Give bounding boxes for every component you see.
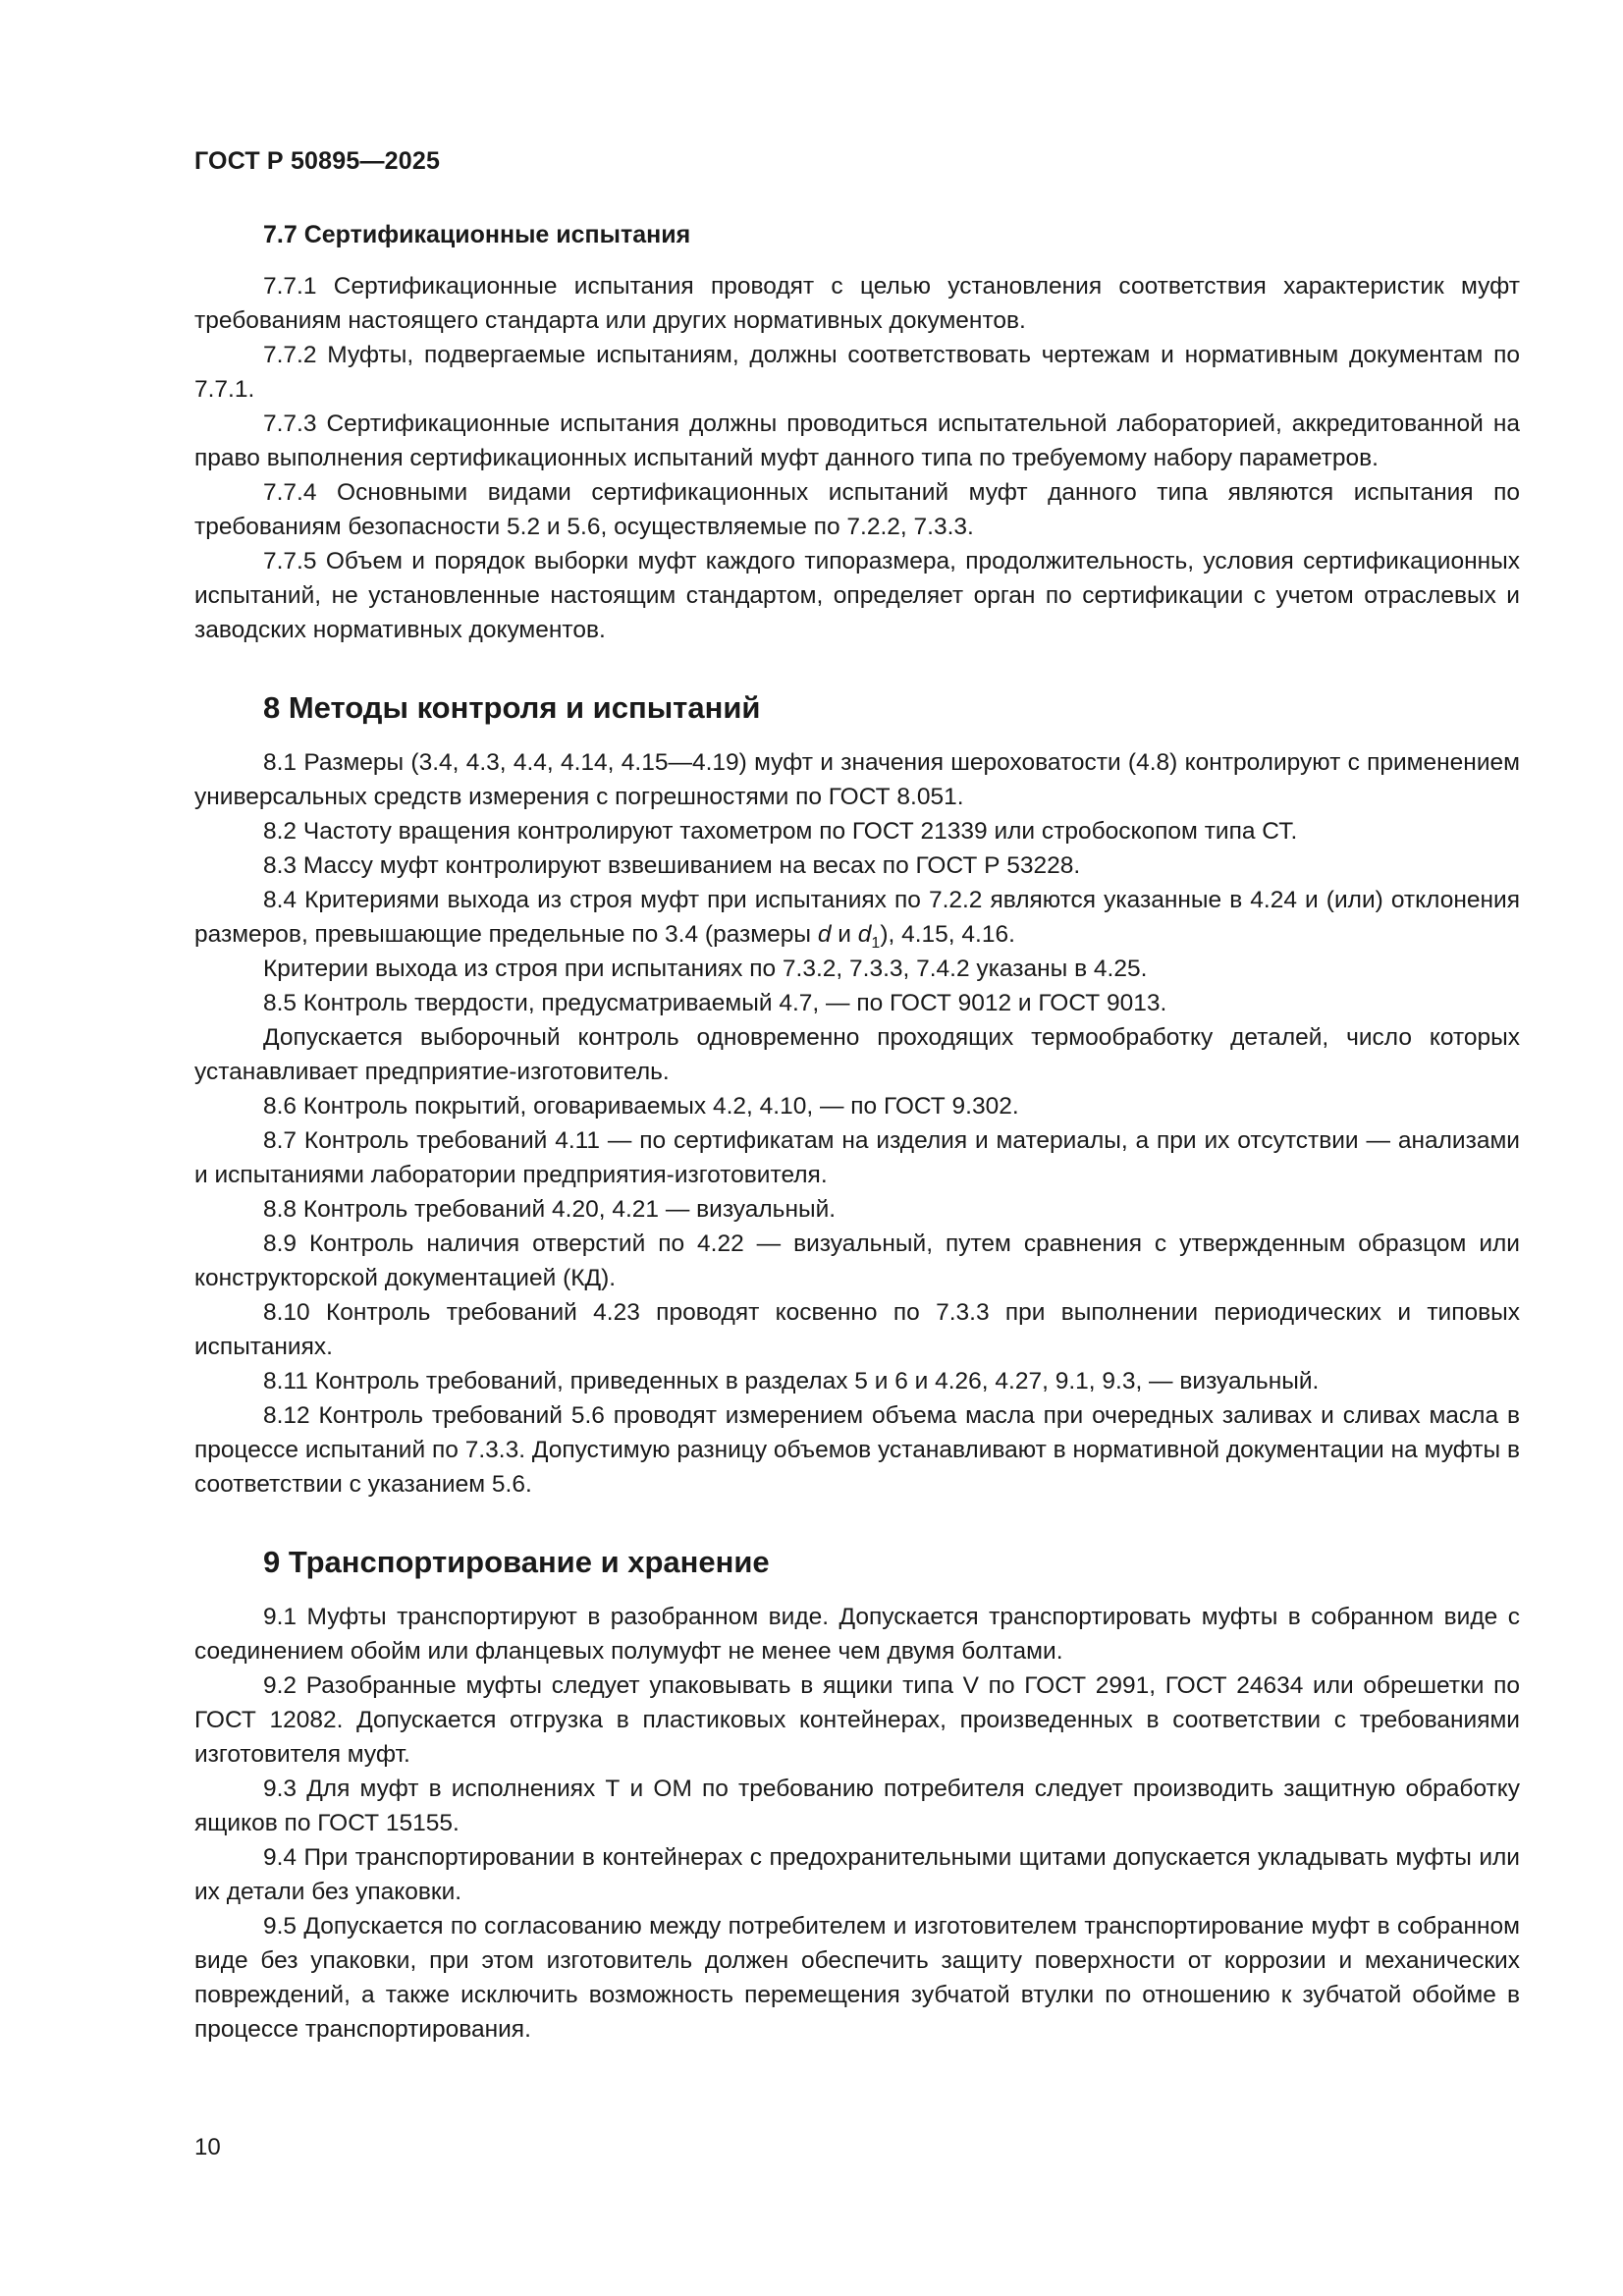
paragraph-8-1: 8.1 Размеры (3.4, 4.3, 4.4, 4.14, 4.15—4.19) муфт и значения шероховатости (4.8) контролируют с применением универсальных средств измерения с погрешностями по ГОСТ 8.051. <box>194 749 1520 810</box>
paragraph-7-7-5: 7.7.5 Объем и порядок выборки муфт каждого типоразмера, продолжительность, условия сертификационных испытаний, не установленные настоящим стандартом, определяет орган по сертификации с учетом отраслевых и заводских нормативных документов. <box>194 548 1520 643</box>
symbol-d1: d <box>857 921 872 948</box>
paragraph-7-7-1: 7.7.1 Сертификационные испытания проводят с целью установления соответствия характеристик муфт требованиям настоящего стандарта или других нормативных документов. <box>194 273 1520 334</box>
page-number: 10 <box>194 2134 221 2160</box>
paragraph-8-4 <box>194 883 1520 952</box>
paragraph-8-12: 8.12 Контроль требований 5.6 проводят измерением объема масла при очередных заливах и сливах масла в процессе испытаний по 7.3.3. Допустимую разницу объемов устанавливают в нормативной документации на муфты в соответствии с указанием 5.6. <box>194 1402 1520 1498</box>
paragraph-8-3: 8.3 Массу муфт контролируют взвешиванием на весах по ГОСТ Р 53228. <box>263 852 1081 879</box>
document-page <box>194 147 1520 2047</box>
paragraph-8-4-and: и <box>831 921 858 948</box>
paragraph-9-4: 9.4 При транспортировании в контейнерах с предохранительными щитами допускается укладывать муфты или их детали без упаковки. <box>194 1844 1520 1905</box>
paragraph-8-6: 8.6 Контроль покрытий, оговариваемых 4.2, 4.10, — по ГОСТ 9.302. <box>263 1093 1019 1120</box>
paragraph-9-5: 9.5 Допускается по согласованию между потребителем и изготовителем транспортирование муфт в собранном виде без упаковки, при этом изготовитель должен обеспечить защиту поверхности от коррозии и механических повреждений, а также исключить возможность перемещения зубчатой втулки по отношению к зубчатой обойме в процессе транспортирования. <box>194 1913 1520 2043</box>
paragraph-8-9: 8.9 Контроль наличия отверстий по 4.22 — визуальный, путем сравнения с утвержденным образцом или конструкторской документацией (КД). <box>194 1230 1520 1291</box>
symbol-d1-subscript: 1 <box>871 934 881 952</box>
paragraph-7-7-4: 7.7.4 Основными видами сертификационных испытаний муфт данного типа являются испытания по требованиям безопасности 5.2 и 5.6, осуществляемые по 7.2.2, 7.3.3. <box>194 479 1520 540</box>
symbol-d: d <box>817 921 832 948</box>
section-9-title: 9 Транспортирование и хранение <box>263 1545 770 1579</box>
paragraph-9-3: 9.3 Для муфт в исполнениях Т и ОМ по требованию потребителя следует производить защитную обработку ящиков по ГОСТ 15155. <box>194 1776 1520 1836</box>
paragraph-8-11: 8.11 Контроль требований, приведенных в разделах 5 и 6 и 4.26, 4.27, 9.1, 9.3, — визуальный. <box>263 1368 1320 1394</box>
paragraph-8-4-criteria: Критерии выхода из строя при испытаниях по 7.3.2, 7.3.3, 7.4.2 указаны в 4.25. <box>263 956 1148 982</box>
paragraph-8-5-note: Допускается выборочный контроль одновременно проходящих термообработку деталей, число которых устанавливает предприятие-изготовитель. <box>194 1024 1520 1085</box>
paragraph-7-7-3: 7.7.3 Сертификационные испытания должны проводиться испытательной лабораторией, аккредитованной на право выполнения сертификационных испытаний муфт данного типа по требуемому набору параметров. <box>194 410 1520 471</box>
paragraph-9-1: 9.1 Муфты транспортируют в разобранном виде. Допускается транспортировать муфты в собранном виде с соединением обойм или фланцевых полумуфт не менее чем двумя болтами. <box>194 1604 1520 1665</box>
paragraph-8-8: 8.8 Контроль требований 4.20, 4.21 — визуальный. <box>263 1196 837 1223</box>
section-7-7-title: 7.7 Сертификационные испытания <box>263 221 691 248</box>
paragraph-8-5: 8.5 Контроль твердости, предусматриваемый 4.7, — по ГОСТ 9012 и ГОСТ 9013. <box>263 990 1167 1016</box>
section-8-title: 8 Методы контроля и испытаний <box>263 690 761 725</box>
paragraph-8-4-text-a: 8.4 Критериями выхода из строя муфт при испытаниях по 7.2.2 являются указанные в 4.24 и (или) отклонения размеров, превышающие предельные по 3.4 (размеры <box>194 887 1520 948</box>
paragraph-8-2: 8.2 Частоту вращения контролируют тахометром по ГОСТ 21339 или стробоскопом типа СТ. <box>263 818 1298 845</box>
paragraph-8-7: 8.7 Контроль требований 4.11 — по сертификатам на изделия и материалы, а при их отсутствии — анализами и испытаниями лаборатории предприятия-изготовителя. <box>194 1127 1520 1188</box>
paragraph-9-2: 9.2 Разобранные муфты следует упаковывать в ящики типа V по ГОСТ 2991, ГОСТ 24634 или обрешетки по ГОСТ 12082. Допускается отгрузка в пластиковых контейнерах, произведенных в соответствии с требованиями изготовителя муфт. <box>194 1672 1520 1768</box>
paragraph-8-4-text-b: ), 4.15, 4.16. <box>880 921 1015 948</box>
paragraph-8-10: 8.10 Контроль требований 4.23 проводят косвенно по 7.3.3 при выполнении периодических и типовых испытаниях. <box>194 1299 1520 1360</box>
paragraph-7-7-2: 7.7.2 Муфты, подвергаемые испытаниям, должны соответствовать чертежам и нормативным документам по 7.7.1. <box>194 342 1520 403</box>
document-header: ГОСТ Р 50895—2025 <box>194 147 441 175</box>
